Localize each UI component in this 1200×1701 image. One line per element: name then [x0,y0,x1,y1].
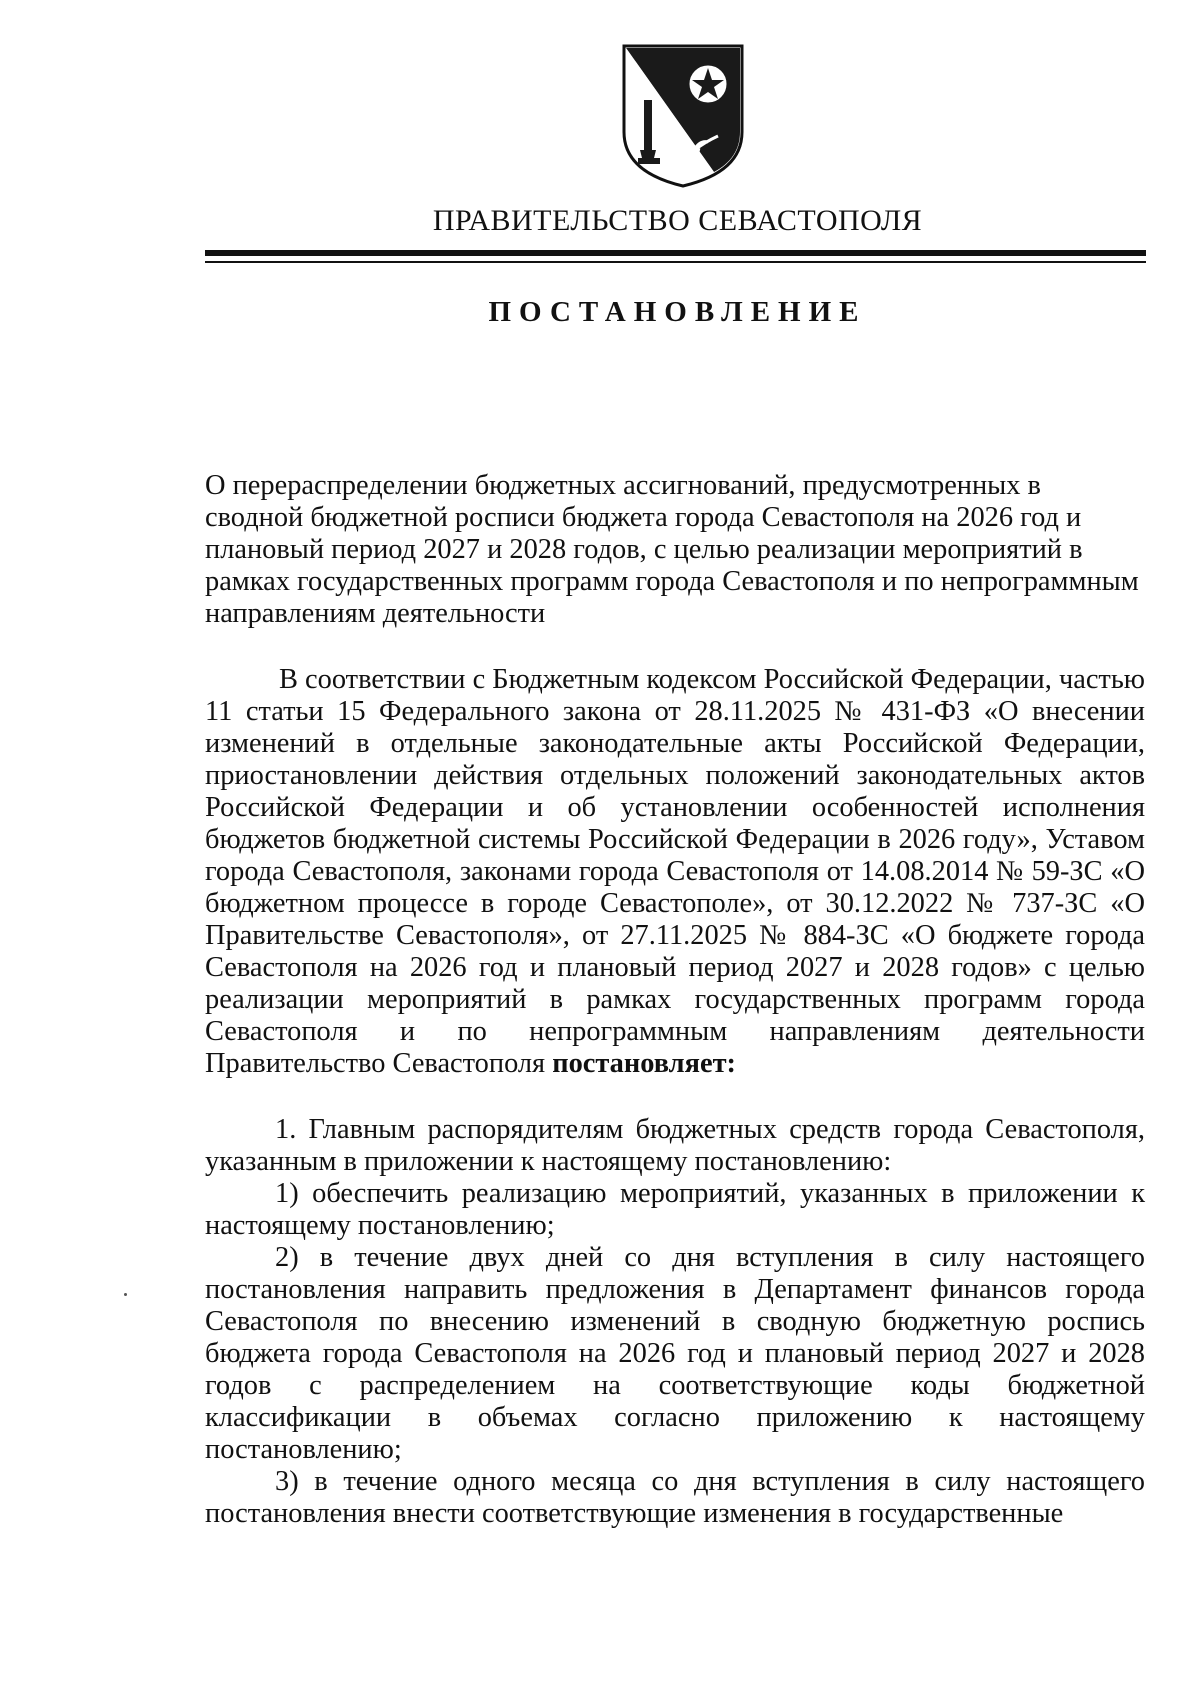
item-1-1: 1) обеспечить реализацию мероприятий, указанных в приложении к настоящему постановлению; [205,1178,1145,1241]
scan-artifact-dot [124,1293,127,1296]
item-1-2: 2) в течение двух дней со дня вступления в силу настоящего постановления направить предложения в Департамент финансов города Севастополя по внесению изменений в сводную бюджетную роспись бюджета города Севастополя на 2026 год и плановый период 2027 и 2028 годов с распределением на соответствующие коды бюджетной классификации в объемах согласно приложению к настоящему постановлению; [205,1242,1145,1465]
preamble-paragraph [205,664,1145,1080]
header-rule-thick [205,250,1146,256]
item-1: 1. Главным распорядителям бюджетных средств города Севастополя, указанным в приложении к настоящему постановлению: [205,1114,1145,1177]
document-subject: О перераспределении бюджетных ассигнований, предусмотренных в сводной бюджетной росписи бюджета города Севастополя на 2026 год и плановый период 2027 и 2028 годов, с целью реализации мероприятий в рамках государственных программ города Севастополя и по непрограммным направлениям деятельности [205,470,1139,629]
header-rule-thin [205,261,1146,263]
government-name: ПРАВИТЕЛЬСТВО СЕВАСТОПОЛЯ [432,204,923,237]
preamble-text: В соответствии с Бюджетным кодексом Российской Федерации, частью 11 статьи 15 Федерального закона от 28.11.2025 № 431-ФЗ «О внесении изменений в отдельные законодательные акты Российской Федерации, приостановлении действия отдельных положений законодательных актов Российской Федерации и об установлении особенностей исполнения бюджетов бюджетной системы Российской Федерации в 2026 году», Уставом города Севастополя, законами города Севастополя от 14.08.2014 № 59-ЗС «О бюджетном процессе в городе Севастополе», от 30.12.2022 № 737-ЗС «О Правительстве Севастополя», от 27.11.2025 № 884-ЗС «О бюджете города Севастополя на 2026 год и плановый период 2027 и 2028 годов» с целью реализации мероприятий в рамках государственных программ города Севастополя и по непрограммным направлениям деятельности Правительство Севастополя [205,664,1145,1079]
resolves-keyword: постановляет: [552,1048,736,1079]
item-1-3: 3) в течение одного месяца со дня вступления в силу настоящего постановления внести соответствующие изменения в государственные [205,1466,1145,1529]
document-type-title: ПОСТАНОВЛЕНИЕ [488,296,867,328]
document-body [205,470,1145,1530]
sevastopol-coat-of-arms-icon [614,40,754,188]
